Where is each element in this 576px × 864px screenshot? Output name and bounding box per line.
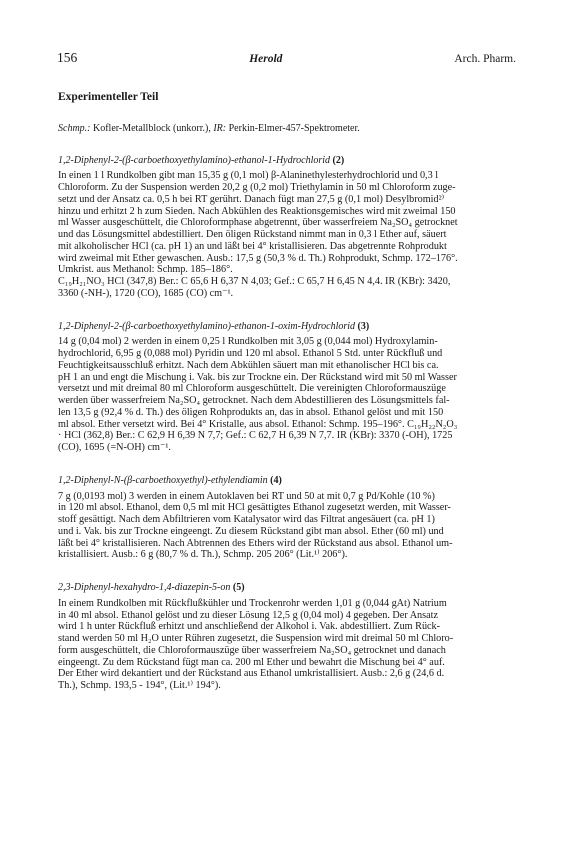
- compound-title: [58, 475, 518, 487]
- text-line: Th.), Schmp. 193,5 - 194°, (Lit.¹⁾ 194°).: [58, 680, 221, 691]
- running-header: [57, 50, 516, 70]
- compound-title: [58, 155, 518, 167]
- compound-section: [58, 582, 518, 692]
- compound-list: [58, 155, 518, 692]
- text-line: Feuchtigkeitsausschluß erhitzt. Nach dem Abkühlen säuert man mit ethanolischer HCl bis ca.: [58, 359, 439, 371]
- text-line: eingeengt. Zu dem Rückstand fügt man ca. 200 ml Ether und bewahrt die Mischung bei 4° auf.: [58, 656, 445, 668]
- running-author: Herold: [249, 53, 283, 65]
- compound-number: (5): [232, 582, 245, 593]
- text-line: len 13,5 g (92,4 % d. Th.) des öligen Rohprodukts an, das in absol. Ethanol gelöst und mit 150: [58, 406, 444, 418]
- text-line: werden über wasserfreiem Na₂SO₄ getrocknet. Nach dem Abdestillieren des Lösungsmittels fal-: [58, 395, 450, 406]
- text-line: läßt bei 4° kristallisieren. Nach Abtrennen des Ethers wird der Rückstand aus absol. Ethanol um-: [58, 537, 453, 549]
- compound-number: (4): [270, 474, 282, 486]
- schmp-label: Schmp.:: [58, 122, 91, 134]
- text-line: mit alkoholischer HCl (ca. pH 1) an und läßt bei 4° kristallisieren. Das abgetrennte Rohprodukt: [58, 240, 447, 252]
- compound-procedure: [58, 491, 518, 562]
- text-line: pH 1 an und engt die Mischung i. Vak. bis zur Trockne ein. Der Rückstand wird mit 50 ml Wasser: [58, 371, 457, 383]
- text-line: In einem Rundkolben mit Rückflußkühler und Trockenrohr werden 1,01 g (0,044 gAt) Natrium: [58, 597, 447, 609]
- text-line: 3360 (-NH-), 1720 (CO), 1685 (CO) cm⁻¹.: [58, 287, 234, 299]
- compound-procedure: [58, 598, 518, 692]
- compound-section: [58, 475, 518, 561]
- compound-title: [58, 582, 518, 594]
- text-line: wird 1 h unter Rückfluß erhitzt und anschließend der Alkohol i. Vak. abdestilliert. Zum Rück-: [58, 621, 441, 633]
- compound-name: 1,2-Diphenyl-N-(β-carboethoxyethyl)-ethylendiamin: [58, 474, 268, 486]
- text-line: stand werden 50 ml H₂O unter Rühren zugesetzt, die Suspension wird mit dreimal 50 ml Chloro-: [58, 633, 454, 644]
- ir-text: Perkin-Elmer-457-Spektrometer.: [226, 122, 360, 134]
- compound-title: [58, 321, 518, 333]
- compound-name: 1,2-Diphenyl-2-(β-carboethoxyethylamino)-ethanol-1-Hydrochlorid: [58, 154, 331, 166]
- text-line: kristallisiert. Ausb.: 6 g (80,7 % d. Th.), Schmp. 205 206° (Lit.¹⁾ 206°).: [58, 549, 348, 561]
- compound-number: (3): [357, 320, 370, 332]
- compound-number: (2): [332, 154, 345, 166]
- compound-procedure: [58, 336, 518, 454]
- text-line: 14 g (0,04 mol) 2 werden in einem 0,25 l Rundkolben mit 3,05 g (0,044 mol) Hydroxylamin-: [58, 336, 438, 348]
- text-line: in 120 ml absol. Ethanol, dem 0,5 ml mit HCl gesättigtes Ethanol zugesetzt werden, mit Wasser-: [58, 502, 451, 514]
- article-body: [58, 92, 518, 713]
- text-line: C₁₉H₂₁NO₃ HCl (347,8) Ber.: C 65,6 H 6,37 N 4,03; Gef.: C 65,7 H 6,45 N 4,4. IR (KBr): 3420,: [58, 276, 451, 287]
- text-line: ml absol. Ether versetzt wird. Bei 4° Kristalle, aus absol. Ethanol: Schmp. 195–196°. C₁₉H₂₂N₂O₃: [58, 418, 458, 430]
- running-journal: Arch. Pharm.: [454, 53, 516, 65]
- page-number: 156: [57, 50, 78, 65]
- text-line: setzt und der Ansatz ca. 0,5 h bei RT gerührt. Danach fügt man 27,5 g (0,1 mol) Desylbromid²⁾: [58, 193, 445, 205]
- text-line: 7 g (0,0193 mol) 3 werden in einem Autoklaven bei RT und 50 at mit 0,7 g Pd/Kohle (10 %): [58, 490, 435, 502]
- compound-name: 2,3-Diphenyl-hexahydro-1,4-diazepin-5-on: [58, 582, 231, 593]
- text-line: Der Ether wird dekantiert und der Rückstand aus Ethanol umkristallisiert. Ausb.: 2,6 g (24,6 d.: [58, 668, 445, 680]
- compound-section: [58, 321, 518, 454]
- text-line: versetzt und mit dreimal 80 ml Chloroform ausgeschüttelt. Die vereinigten Chloroformauszüge: [58, 383, 446, 395]
- text-line: Umkrist. aus Methanol: Schmp. 185–186°.: [58, 264, 233, 276]
- text-line: form ausgeschüttelt, die Chloroformauszüge über wasserfreiem Na₂SO₄ getrocknet und danach: [58, 644, 446, 656]
- text-line: und i. Vak. bis zur Trockne eingeengt. Zu diesem Rückstand gibt man absol. Ether (60 ml) und: [58, 525, 444, 537]
- section-heading: Experimenteller Teil: [58, 91, 159, 103]
- methods-note: [58, 123, 518, 135]
- text-line: · HCl (362,8) Ber.: C 62,9 H 6,39 N 7,7; Gef.: C 62,7 H 6,39 N 7,7. IR (KBr): 3370 (-OH), 1725: [58, 430, 453, 442]
- compound-name: 1,2-Diphenyl-2-(β-carboethoxyethylamino)-ethanon-1-oxim-Hydrochlorid: [58, 320, 356, 332]
- text-line: und das Lösungsmittel abdestilliert. Den öligen Rückstand nimmt man in 0,3 l Ether auf, säuert: [58, 229, 447, 240]
- schmp-text: Kofler-Metallblock (unkorr.),: [90, 122, 214, 134]
- compound-section: [58, 155, 518, 300]
- text-line: In einen 1 l Rundkolben gibt man 15,35 g (0,1 mol) β-Alaninethylesterhydrochlorid und 0,3 l: [58, 170, 439, 182]
- compound-procedure: [58, 170, 518, 299]
- text-line: (CO), 1695 (=N-OH) cm⁻¹.: [58, 442, 171, 453]
- text-line: in 40 ml absol. Ethanol gelöst und zu dieser Lösung 12,5 g (0,04 mol) 4 gegeben. Der Ansatz: [58, 609, 438, 621]
- text-line: stoff gesättigt. Nach dem Abfiltrieren vom Katalysator wird das Filtrat angesäuert (ca. pH 1): [58, 514, 435, 525]
- text-line: hydrochlorid, 6,95 g (0,088 mol) Pyridin und 120 ml absol. Ethanol 5 Std. unter Rückfluß und: [58, 348, 443, 359]
- text-line: Chloroform. Zu der Suspension werden 20,2 g (0,2 mol) Triethylamin in 50 ml Chloroform zuge-: [58, 182, 456, 193]
- text-line: ml Wasser ausgeschüttelt, die Chloroformphase abgetrennt, über wasserfreiem Na₂SO₄ getrocknet: [58, 217, 458, 229]
- text-line: hinzu und erhitzt 2 h zum Sieden. Nach Abkühlen des Reaktionsgemisches wird mit zweimal 150: [58, 205, 456, 217]
- ir-label: IR:: [213, 122, 227, 134]
- text-line: wird zweimal mit Ether gewaschen. Ausb.: 17,5 g (50,3 % d. Th.) Rohprodukt, Schmp. 172–176°.: [58, 252, 458, 264]
